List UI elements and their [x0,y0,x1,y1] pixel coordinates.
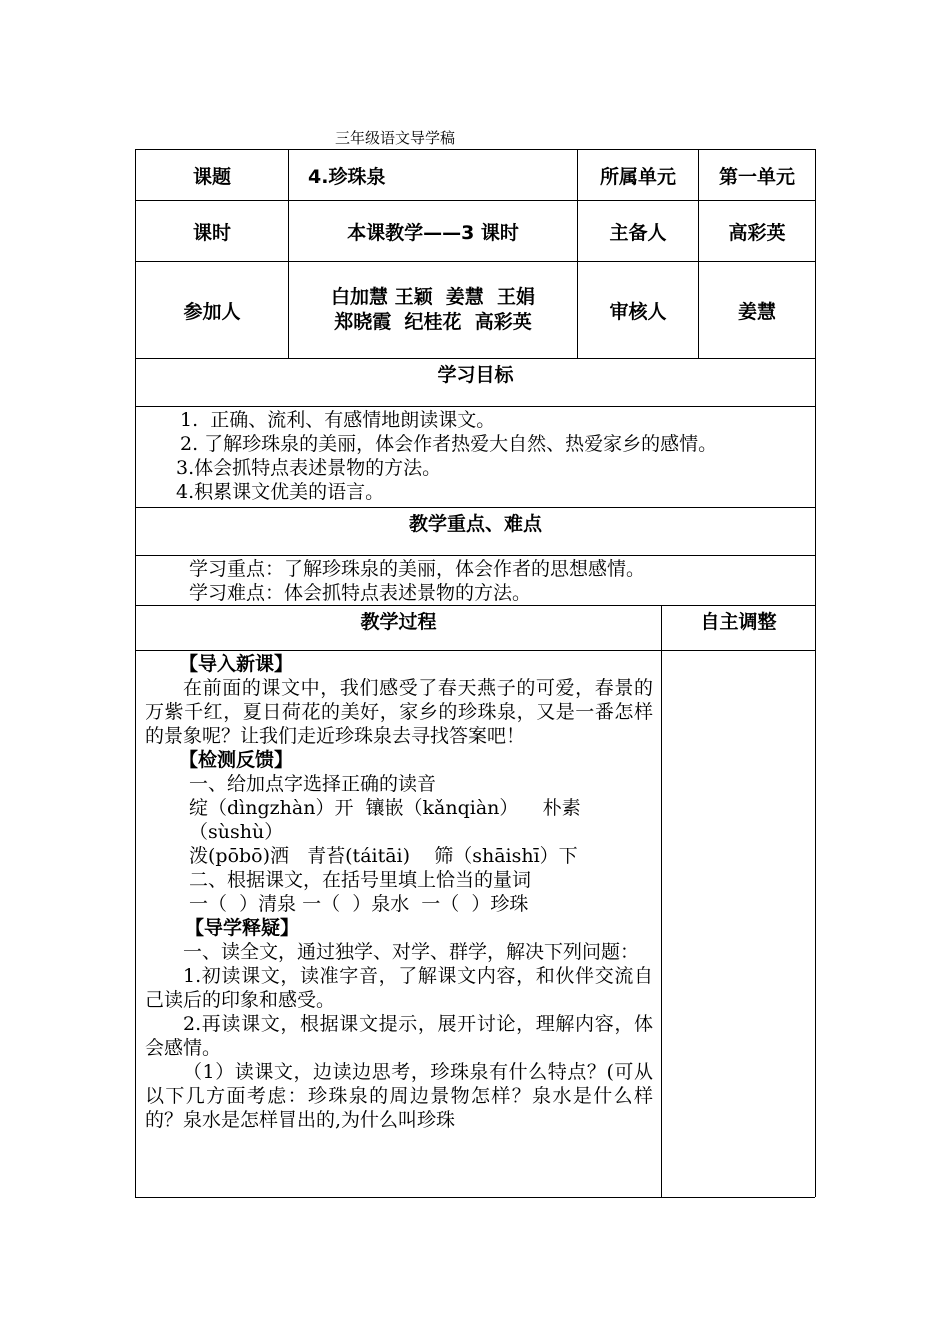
section-heading-process: 教学过程 [360,611,437,633]
keypoint-item: 学习难点：体会抓特点表述景物的方法。 [189,582,532,604]
row-divider [135,555,815,556]
label-periods: 课时 [192,221,231,244]
exercise-row: 绽（dìngzhàn）开 镶嵌（kǎnqiàn） 朴素 [189,797,581,819]
table-border-bottom [135,1197,815,1198]
guide-paragraph: （1）读课文，边读边思考，珍珠泉有什么特点？(可从以下几方面考虑：珍珠泉的周边景物怎样？泉水是什么样的？泉水是怎样冒出的,为什么叫珍珠 [145,1061,653,1131]
row-divider [135,605,815,606]
exercise-question: 一、给加点字选择正确的读音 [189,773,437,795]
guide-paragraph: 1.初读课文，读准字音，了解课文内容，和伙伴交流自己读后的印象和感受。 [145,965,653,1011]
label-reviewer: 审核人 [609,300,667,323]
intro-paragraph: 在前面的课文中，我们感受了春天燕子的可爱，春景的万紫千红，夏日荷花的美好，家乡的珍珠泉，又是一番怎样的景象呢？让我们走近珍珠泉去寻找答案吧！ [145,677,653,747]
label-participants: 参加人 [183,300,241,323]
value-unit: 第一单元 [718,165,795,188]
goal-item: 3.体会抓特点表述景物的方法。 [176,457,442,479]
goal-item: 1. 正确、流利、有感情地朗读课文。 [180,409,496,431]
process-content [145,652,653,1132]
guide-paragraph: 2.再读课文，根据课文提示，展开讨论，理解内容，体会感情。 [145,1013,653,1059]
subsection-title: 【检测反馈】 [179,749,294,771]
section-heading-adjustment: 自主调整 [700,611,777,633]
row-divider [135,507,815,508]
value-lead-author: 高彩英 [728,221,786,244]
participants-line: 白加慧 王颖 姜慧 王娟 [330,286,536,308]
subsection-title: 【导入新课】 [179,653,294,675]
goal-item: 4.积累课文优美的语言。 [176,481,385,503]
value-reviewer: 姜慧 [737,300,776,323]
keypoint-item: 学习重点：了解珍珠泉的美丽，体会作者的思想感情。 [189,558,646,580]
exercise-row: （sùshù） [189,821,284,843]
subsection-title: 【导学释疑】 [185,917,300,939]
column-divider [661,605,662,1197]
value-participants [289,262,577,358]
document-title: 三年级语文导学稿 [335,129,456,147]
goals-list [136,408,815,504]
keypoints-list [189,557,809,605]
goal-item: 2. 了解珍珠泉的美丽，体会作者热爱大自然、热爱家乡的感情。 [180,433,718,455]
value-topic: 4.珍珠泉 [308,165,386,188]
label-lead-author: 主备人 [609,221,667,244]
row-divider [135,358,815,359]
participants-line: 郑晓霞 纪桂花 高彩英 [334,311,532,333]
exercise-row: 一（ ）清泉 一（ ）泉水 一（ ）珍珠 [189,893,529,915]
row-divider [135,650,815,651]
label-topic: 课题 [192,165,231,188]
label-unit: 所属单元 [599,165,676,188]
guide-paragraph: 一、读全文，通过独学、对学、群学，解决下列问题： [183,941,640,963]
table-border-right [815,149,816,1197]
exercise-row: 泼(pōbō)洒 青苔(táitāi) 筛（shāishī）下 [189,845,578,867]
value-periods: 本课教学——3 课时 [347,221,519,244]
section-heading-goals: 学习目标 [437,364,514,386]
row-divider [135,406,815,407]
section-heading-keypoints: 教学重点、难点 [408,513,542,535]
exercise-question: 二、根据课文，在括号里填上恰当的量词 [189,869,532,891]
